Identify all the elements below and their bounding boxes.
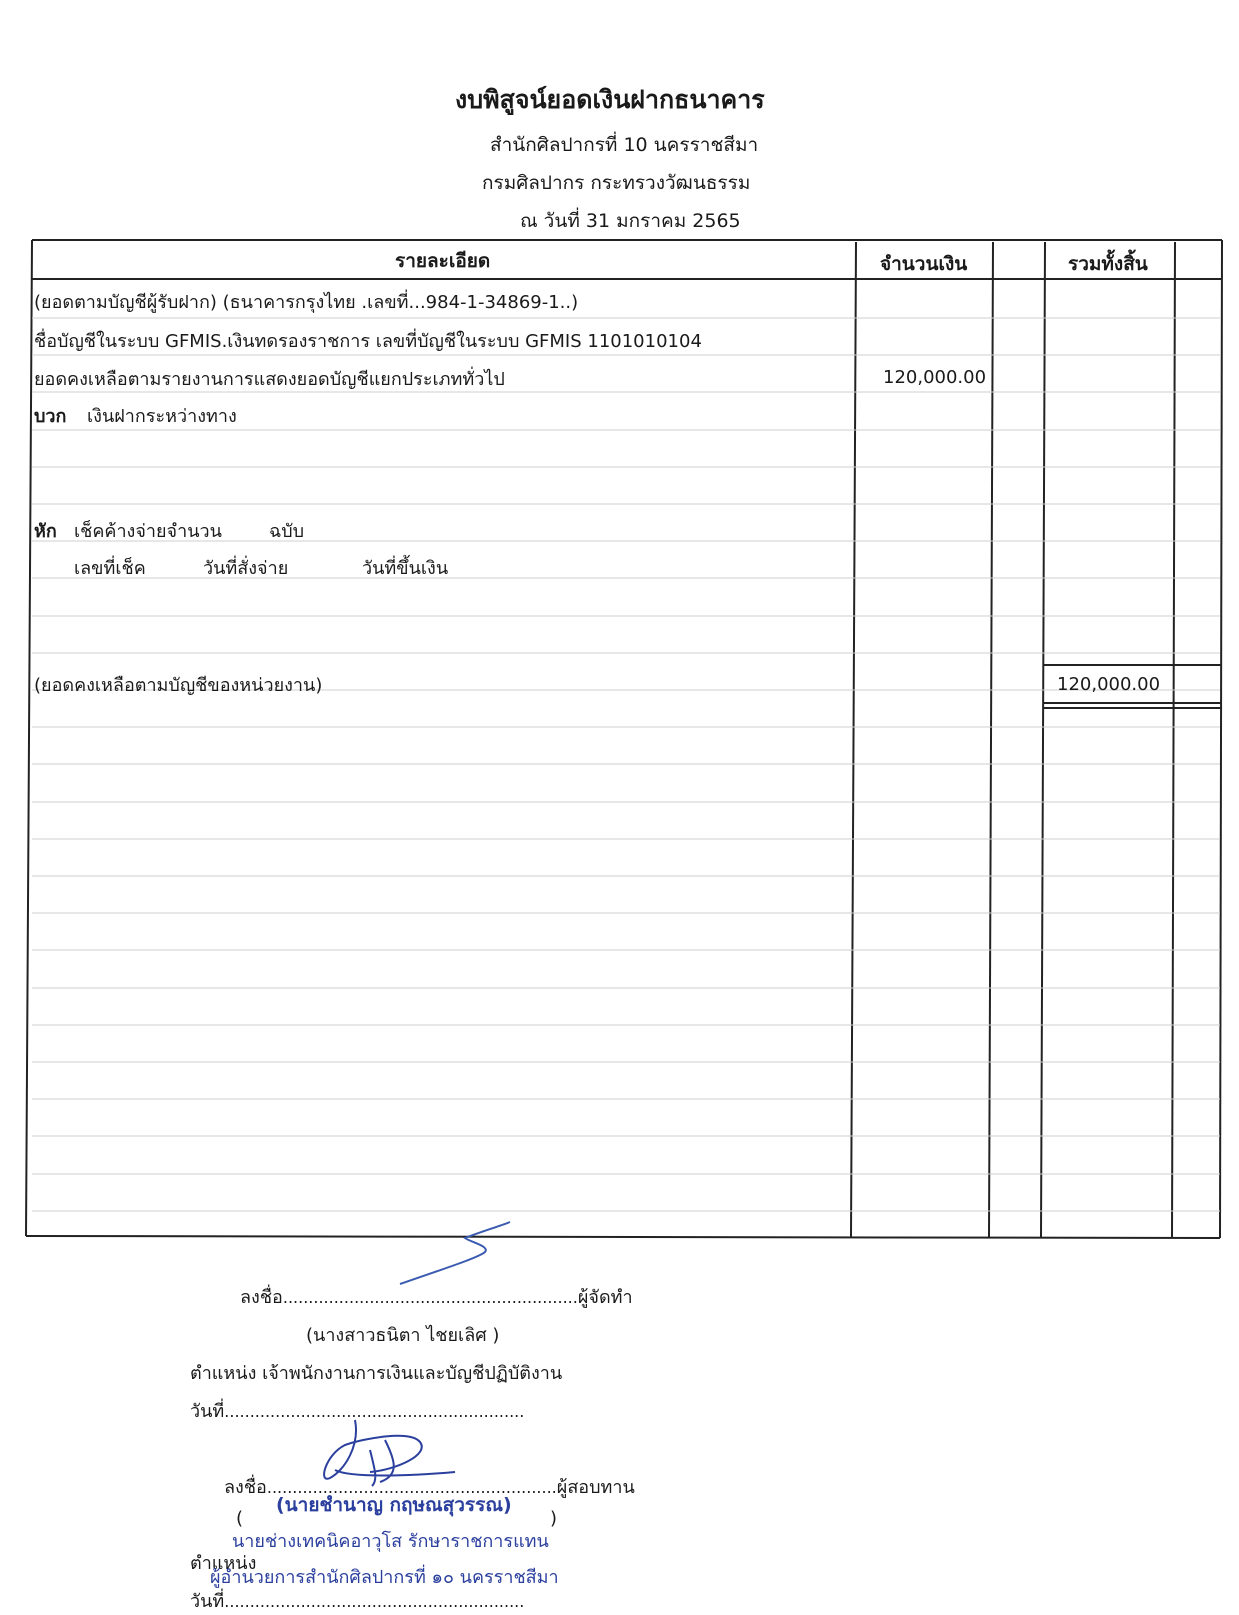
balance-report-amount: 120,000.00 [883,367,987,388]
reviewer-date-dots: ........................................................... [224,1592,525,1611]
add-description: เงินฝากระหว่างทาง [87,406,237,427]
balance-report-label: ยอดคงเหลือตามรายงานการแสดงยอดบัญชีแยกประเภททั่วไป [34,369,505,390]
preparer-sign-dots: .......................................................... [282,1288,578,1307]
reviewer-date-line [190,1586,524,1615]
statement-date: ณ วันที่ 31 มกราคม 2565 [520,210,741,232]
order-date-label: วันที่สั่งจ่าย [203,558,289,579]
reviewer-date-label: วันที่ [190,1591,225,1612]
check-number-label: เลขที่เช็ค [74,558,146,579]
add-label: บวก [34,406,67,427]
stamp-position-line1: นายช่างเทคนิคอาวุโส รักษาราชการแทน [232,1531,549,1552]
deduct-unit: ฉบับ [269,521,305,542]
preparer-signature-line [240,1282,633,1311]
reviewer-position-label: ตำแหน่ง [190,1553,257,1574]
deduct-label: หัก [34,521,57,542]
reviewer-sign-prefix: ลงชื่อ [224,1477,267,1498]
column-header-amount: จำนวนเงิน [880,253,968,275]
column-header-detail: รายละเอียด [395,250,491,272]
unit-balance-total: 120,000.00 [1057,674,1161,695]
account-name: ชื่อบัญชีในระบบ GFMIS.เงินทดรองราชการ เลขที่บัญชีในระบบ GFMIS 1101010104 [34,331,702,352]
preparer-name: (นางสาวธนิตา ไชยเลิศ ) [306,1325,500,1346]
reviewer-sign-dots: ......................................................... [266,1478,557,1497]
preparer-position: ตำแหน่ง เจ้าพนักงานการเงินและบัญชีปฏิบัติงาน [190,1363,563,1384]
column-header-total: รวมทั้งสิ้น [1068,253,1148,275]
department-name: กรมศิลปากร กระทรวงวัฒนธรรม [482,172,751,194]
reviewer-role: ผู้สอบทาน [556,1477,635,1498]
stamp-name: (นายชำนาญ กฤษณสุวรรณ) [276,1494,512,1516]
preparer-role: ผู้จัดทำ [577,1287,633,1308]
stamp-position-line2: ผู้อำนวยการสำนักศิลปากรที่ ๑๐ นครราชสีมา [210,1567,559,1588]
document-title: งบพิสูจน์ยอดเงินฝากธนาคาร [455,85,765,114]
account-reference: (ยอดตามบัญชีผู้รับฝาก) (ธนาคารกรุงไทย .เลขที่...984-1-34869-1..) [34,292,579,313]
preparer-signature [400,1222,510,1284]
preparer-date-label: วันที่ [190,1401,225,1422]
deduct-description: เช็คค้างจ่ายจำนวน [74,521,222,542]
preparer-sign-prefix: ลงชื่อ [240,1287,283,1308]
unit-balance-label: (ยอดคงเหลือตามบัญชีของหน่วยงาน) [34,675,323,696]
preparer-date-dots: ........................................................... [224,1402,525,1421]
reviewer-paren-close: ) [550,1508,558,1529]
reviewer-paren-open: ( [236,1508,244,1529]
cash-date-label: วันที่ขึ้นเงิน [362,558,449,579]
office-name: สำนักศิลปากรที่ 10 นครราชสีมา [490,134,759,156]
preparer-date-line [190,1396,524,1425]
